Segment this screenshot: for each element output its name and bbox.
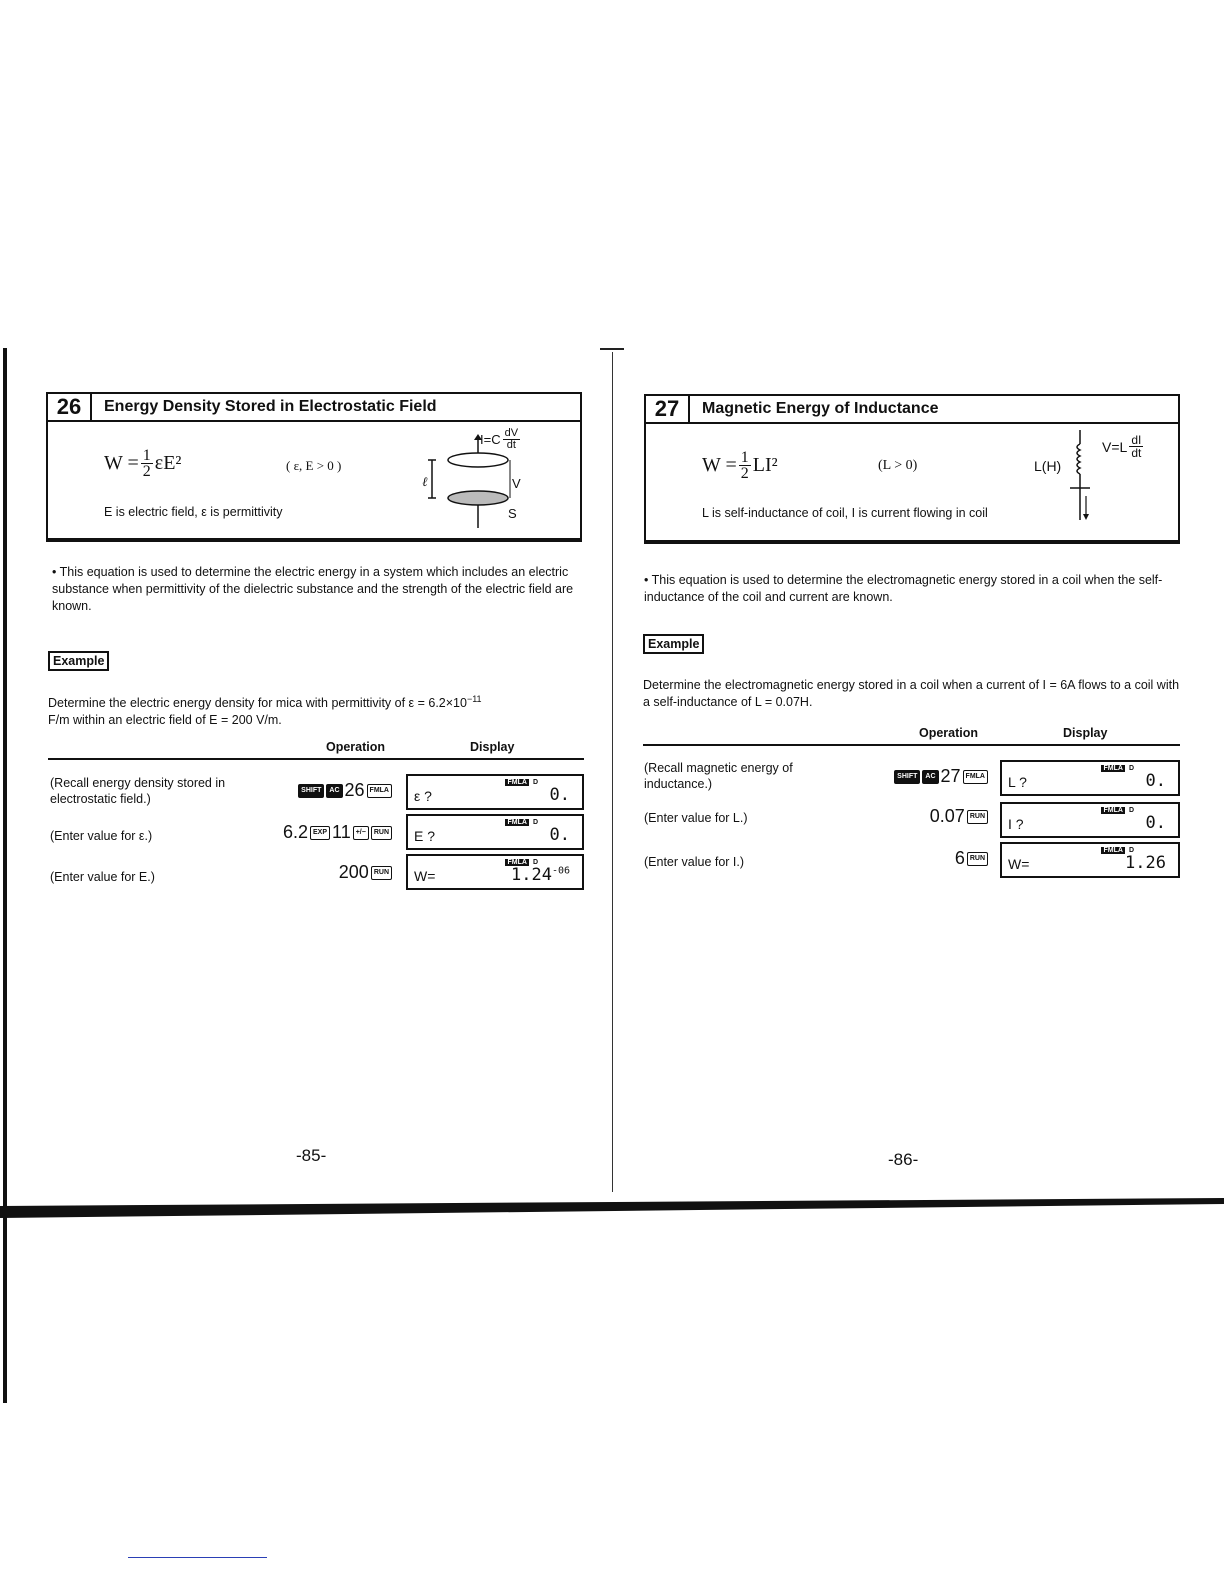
key-sequence [872,766,988,787]
length-label: ℓ [422,474,428,489]
fraction [141,448,153,479]
section-number: 27 [646,396,690,422]
col-display: Display [470,740,515,754]
fraction-denominator: 2 [142,463,151,480]
example-exponent: −11 [466,694,482,704]
d-indicator: D [1128,765,1134,772]
display-prompt: I ? [1008,816,1024,832]
step-label: (Recall energy density stored in electrostatic field.) [50,776,226,806]
section-title: Energy Density Stored in Electrostatic Field [104,398,437,415]
page-number: -86- [888,1150,919,1169]
display-prompt: ε ? [414,788,432,804]
example-label: Example [643,634,704,654]
d-indicator: D [532,779,538,786]
current-derivative [503,428,520,451]
run-key: RUN [371,826,392,840]
fmla-indicator: FMLA [1103,765,1123,772]
fraction-denominator: 2 [740,465,749,482]
formula-lhs: W = [104,452,139,474]
gutter-tick [600,348,624,350]
col-operation: Operation [326,740,386,754]
step-label: (Enter value for I.) [644,855,745,869]
key-number: 27 [940,766,961,786]
current-label: I=C [480,432,501,447]
description-paragraph: • This equation is used to determine the electromagnetic energy stored in a coil when the self-inductance of the coil and current are known. [644,573,1163,604]
display-prompt: E ? [414,828,436,844]
run-key: RUN [967,810,988,824]
key-number: 0.07 [929,806,965,826]
ac-key: AC [922,770,938,784]
section-header [644,394,1180,424]
fmla-key: FMLA [963,770,988,784]
d-indicator: D [1128,847,1134,854]
exp-key: EXP [310,826,330,840]
negate-key: +/− [353,826,369,840]
calculator-display [406,854,584,890]
calculator-display [406,814,584,850]
step-label: (Recall magnetic energy of inductance.) [644,761,793,791]
derivative-denominator: dt [1131,446,1142,460]
display-value [511,865,570,885]
display-indicator [505,779,538,786]
example-text-line1: Determine the electric energy density for mica with permittivity of ε = 6.2×10 [48,696,467,711]
table-header [643,726,1180,746]
example-text [48,691,588,729]
calculator-display [406,774,584,810]
key-sequence [280,780,392,801]
shift-key: SHIFT [298,784,324,798]
display-exponent: -06 [551,865,570,877]
derivative-numerator: dV [504,427,519,439]
calculator-display [1000,802,1180,838]
formula-box [644,424,1180,544]
footer-rule [128,1557,267,1558]
key-sequence [872,848,988,869]
page-number: -85- [296,1146,327,1165]
formula-box [46,422,582,542]
coil-label: L(H) [1034,458,1062,474]
voltage-derivative [1129,434,1143,459]
display-indicator [1101,807,1134,814]
formula-condition: ( ε, E > 0 ) [286,458,342,473]
example-text: Determine the electromagnetic energy stored in a coil when a current of I = 6A flows to a coil with a self-inductance of L = 0.07H. [643,678,1180,709]
table-header [48,740,584,760]
shift-key: SHIFT [894,770,920,784]
key-number: 6 [954,848,965,868]
display-prompt: L ? [1008,774,1027,790]
fmla-indicator: FMLA [507,819,527,826]
section-title: Magnetic Energy of Inductance [702,400,939,417]
display-indicator [1101,765,1134,772]
formula-condition: (L > 0) [878,458,918,473]
fraction-numerator: 1 [740,449,749,466]
fmla-indicator: FMLA [1103,807,1123,814]
voltage-label: V=L [1102,438,1128,455]
formula [104,448,181,479]
section-header [46,392,582,422]
ac-key: AC [326,784,342,798]
step-label: (Enter value for L.) [644,811,748,825]
d-indicator: D [532,859,538,866]
fmla-key: FMLA [367,784,392,798]
run-key: RUN [371,866,392,880]
display-value: 0. [1145,771,1166,791]
formula [702,450,778,481]
display-indicator [505,819,538,826]
example-text-line2: F/m within an electric field of E = 200 V/m. [48,713,282,728]
fmla-indicator: FMLA [507,779,527,786]
display-value: 1.26 [1125,853,1166,873]
formula-rhs: εE² [154,452,182,474]
fraction [739,450,751,481]
d-indicator: D [1128,807,1134,814]
formula-note: E is electric field, ε is permittivity [104,505,283,519]
display-mantissa: 1.24 [510,865,552,885]
key-sequence [250,822,392,843]
formula-rhs: LI² [752,454,778,476]
voltage-formula [1102,434,1145,459]
current-formula [480,428,522,451]
key-number: 26 [344,780,365,800]
formula-lhs: W = [702,454,737,476]
step-label: (Enter value for ε.) [50,829,153,843]
key-number: 6.2 [282,822,308,842]
derivative-denominator: dt [506,439,516,451]
key-number: 200 [338,862,369,882]
page-edge-rule [3,348,7,1403]
display-value: 0. [1145,813,1166,833]
area-label: S [508,506,517,521]
example-label: Example [48,651,109,671]
display-prompt: W= [1008,856,1030,872]
display-value: 0. [549,825,570,845]
d-indicator: D [532,819,538,826]
col-display: Display [1063,726,1108,740]
col-operation: Operation [919,726,979,740]
display-prompt: W= [414,868,436,884]
gutter-line [612,352,613,1192]
derivative-numerator: dI [1131,433,1142,447]
description-paragraph: • This equation is used to determine the electric energy in a system which includes an electric substance when permittivity of the dielectric substance and the strength of the electric field are known. [52,565,574,613]
display-value: 0. [549,785,570,805]
fraction-numerator: 1 [142,447,151,464]
bottom-edge-bar [0,1198,1224,1218]
key-sequence [280,862,392,883]
calculator-display [1000,842,1180,878]
fmla-indicator: FMLA [507,859,527,866]
formula-note: L is self-inductance of coil, I is current flowing in coil [702,506,988,520]
calculator-display [1000,760,1180,796]
key-number: 11 [332,822,351,842]
fmla-indicator: FMLA [1103,847,1123,854]
step-label: (Enter value for E.) [50,870,155,884]
section-number: 26 [48,394,92,420]
voltage-label: V [512,476,521,491]
key-sequence [872,806,988,827]
run-key: RUN [967,852,988,866]
